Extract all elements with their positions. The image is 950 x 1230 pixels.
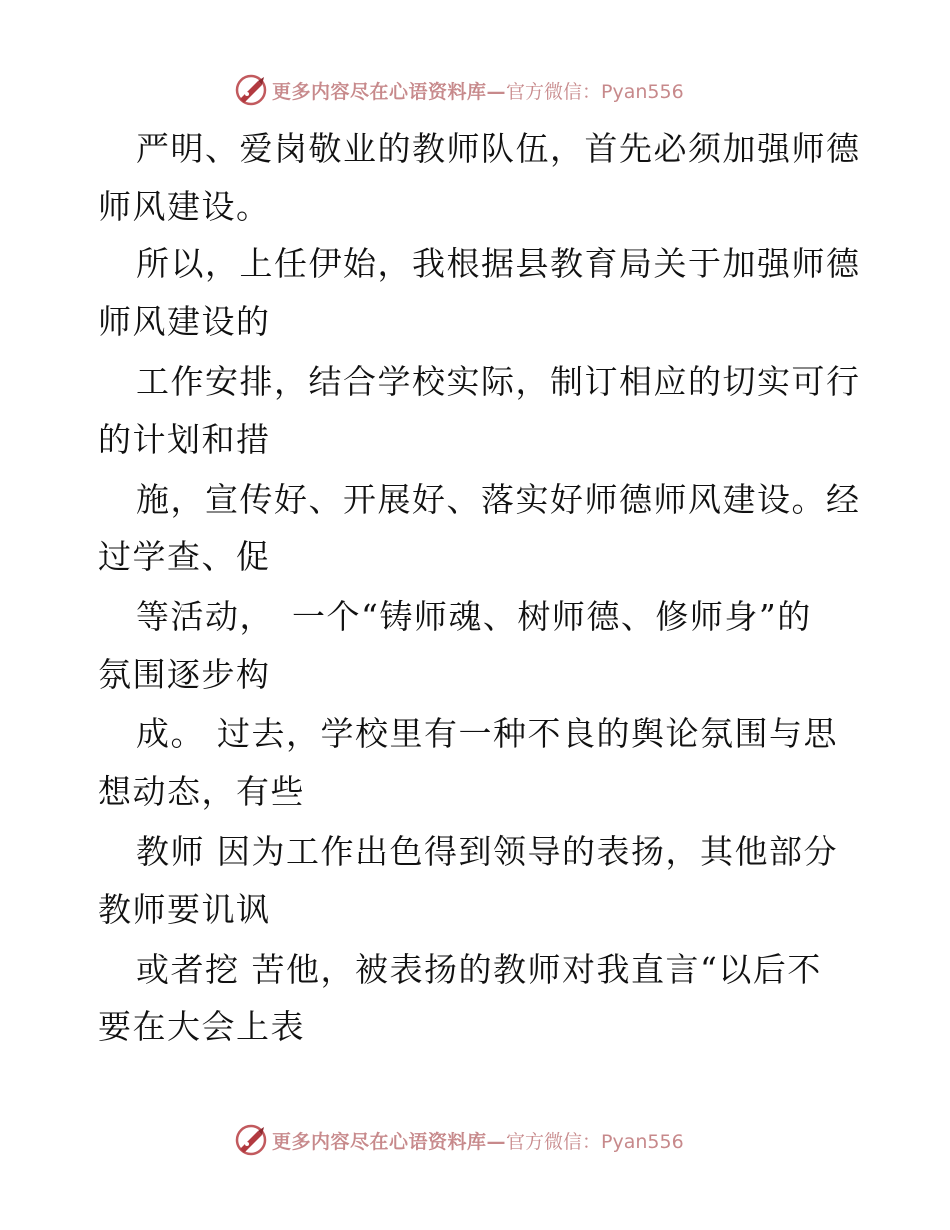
pen-nib-logo-icon — [234, 1123, 268, 1157]
text-line: 工作安排，结合学校实际，制订相应的切实可行 — [136, 362, 861, 401]
header-watermark — [234, 72, 684, 108]
text-line: 教师要讥讽 — [98, 890, 271, 929]
text-line: 严明、爱岗敬业的教师队伍，首先必须加强师德 — [136, 129, 861, 168]
footer-watermark — [234, 1122, 684, 1158]
pen-nib-logo-icon — [234, 73, 268, 107]
text-line: 所以，上任伊始，我根据县教育局关于加强师德 — [136, 244, 861, 283]
text-line: 要在大会上表 — [98, 1007, 305, 1046]
text-line: 施，宣传好、开展好、落实好师德师风建设。经 — [136, 480, 861, 519]
text-line: 的计划和措 — [98, 420, 271, 459]
text-line: 教师 因为工作出色得到领导的表扬，其他部分 — [136, 832, 838, 871]
text-line: 想动态，有些 — [98, 772, 305, 811]
text-line: 师风建设的 — [98, 302, 271, 341]
text-line: 过学查、促 — [98, 537, 271, 576]
text-line: 或者挖 苦他，被表扬的教师对我直言“以后不 — [136, 950, 822, 989]
text-line: 氛围逐步构 — [98, 655, 271, 694]
watermark-contact: 官方微信：Pyan556 — [506, 1130, 684, 1153]
watermark-text: 更多内容尽在心语资料库— — [272, 1130, 507, 1153]
watermark-text: 更多内容尽在心语资料库— — [272, 80, 507, 103]
text-line: 等活动， 一个“铸师魂、树师德、修师身”的 — [136, 597, 812, 636]
text-line: 成。 过去，学校里有一种不良的舆论氛围与思 — [136, 714, 838, 753]
watermark-contact: 官方微信：Pyan556 — [506, 80, 684, 103]
text-line: 师风建设。 — [98, 187, 271, 226]
